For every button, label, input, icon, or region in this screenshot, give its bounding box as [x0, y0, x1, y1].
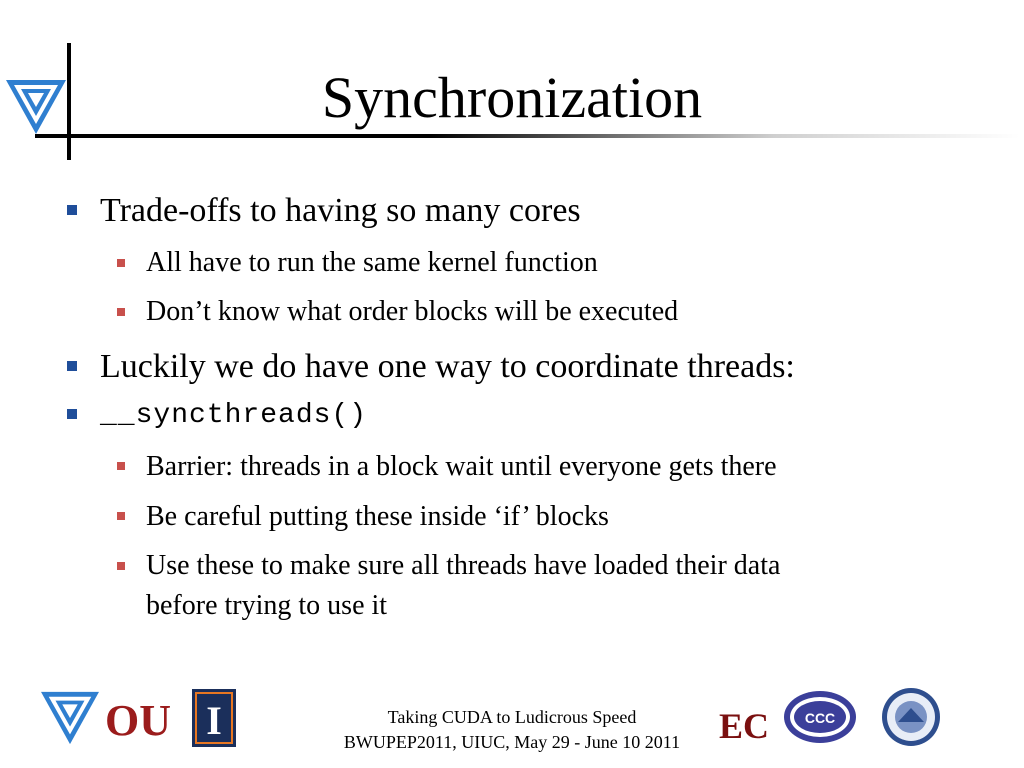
ou-logo-icon	[105, 688, 171, 746]
footer-text	[300, 705, 724, 755]
bullet-marker	[67, 205, 77, 215]
sub-bullet-5: Use these to make sure all threads have loaded their data	[146, 550, 781, 581]
sub-bullet-5-cont: before trying to use it	[146, 590, 388, 621]
svg-text:EC: EC	[718, 706, 770, 746]
sub-bullet-3: Barrier: threads in a block wait until everyone gets there	[146, 451, 777, 482]
illinois-logo-icon	[191, 688, 237, 748]
svg-text:I: I	[206, 698, 222, 743]
sub-bullet-2: Don’t know what order blocks will be executed	[146, 296, 679, 327]
sub-bullet-marker	[117, 462, 125, 470]
bullet-2: Luckily we do have one way to coordinate threads:	[100, 348, 795, 385]
bullet-marker	[67, 409, 77, 419]
sub-bullet-4: Be careful putting these inside ‘if’ blocks	[146, 501, 609, 532]
svg-text:OU: OU	[105, 696, 171, 745]
svg-text:CCC: CCC	[804, 710, 836, 726]
ec-logo-icon	[720, 698, 768, 746]
footer-line-2: BWUPEP2011, UIUC, May 29 - June 10 2011	[343, 732, 681, 752]
bullet-marker	[67, 361, 77, 371]
ccc-logo-icon	[782, 688, 858, 746]
sub-bullet-marker	[117, 308, 125, 316]
university-seal-icon	[878, 686, 944, 748]
title-underline	[35, 134, 1020, 138]
bullet-3-code: __syncthreads()	[100, 400, 368, 431]
sub-bullet-marker	[117, 562, 125, 570]
bullet-1: Trade-offs to having so many cores	[100, 192, 581, 229]
shodor-footer-logo-icon	[38, 688, 102, 746]
sub-bullet-marker	[117, 259, 125, 267]
sub-bullet-1: All have to run the same kernel function	[146, 247, 598, 278]
sub-bullet-marker	[117, 512, 125, 520]
footer-line-1: Taking CUDA to Ludicrous Speed	[387, 707, 637, 727]
slide-title: Synchronization	[321, 65, 703, 130]
